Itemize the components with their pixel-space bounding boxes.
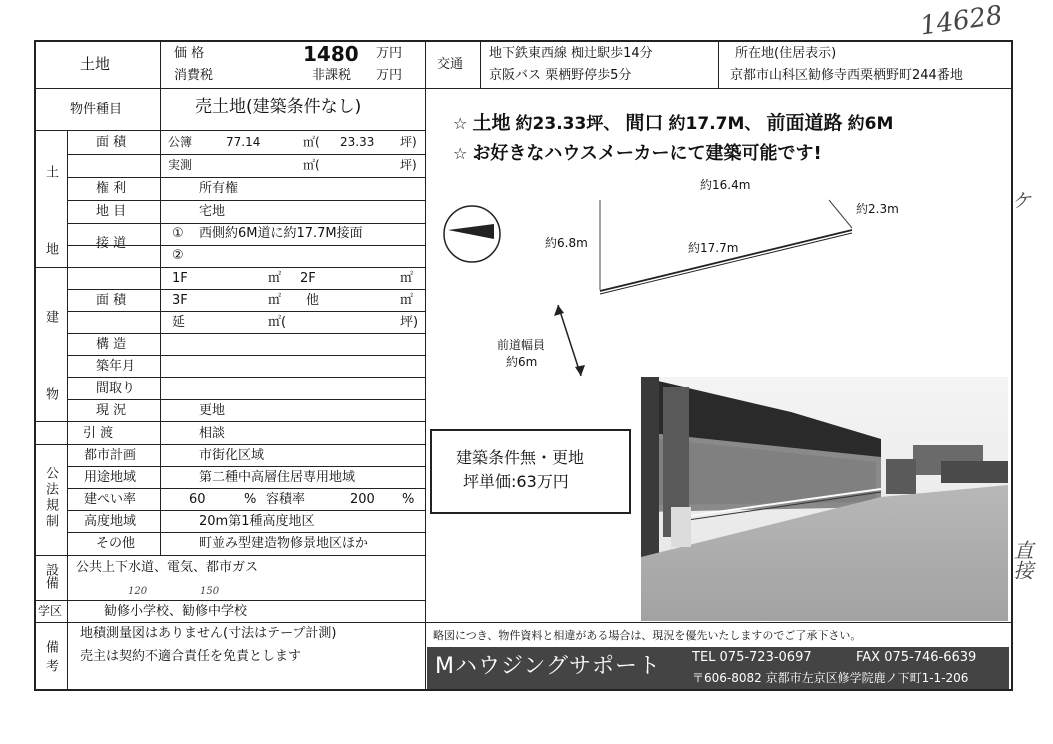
building-section-label: 建 物 xyxy=(43,310,58,431)
handwritten-number: 14628 xyxy=(918,0,1005,42)
price-label: 価 格 xyxy=(174,46,205,61)
rights-value: 所有権 xyxy=(199,181,239,196)
highlight-text: 土地 xyxy=(472,112,511,134)
regulations-section-label: 公法規制 xyxy=(43,466,58,530)
divider xyxy=(35,267,425,268)
other-regulation-label: その他 xyxy=(96,536,136,551)
divider xyxy=(67,289,425,290)
divider xyxy=(67,466,425,467)
registered-value: 77.14 xyxy=(226,135,261,149)
company-address: 〒606-8082 京都市左京区修学院鹿ノ下町1-1-206 xyxy=(692,671,969,685)
company-tel: TEL 075-723-0697 xyxy=(692,650,812,665)
m2-paren: ㎡( xyxy=(268,315,287,330)
highlight-text: 約23.33坪、 xyxy=(515,114,621,134)
highlight-text: 約6M xyxy=(847,114,894,134)
tax-unit: 万円 xyxy=(376,68,403,83)
total-floor-label: 延 xyxy=(172,315,186,330)
property-type-value: 売土地(建築条件なし) xyxy=(195,97,362,117)
building-area-label: 面 積 xyxy=(96,293,127,308)
dim-top: 約16.4m xyxy=(700,178,751,192)
coverage-percent: % xyxy=(244,492,257,507)
category-label: 土地 xyxy=(80,55,111,73)
dim-front: 約17.7m xyxy=(688,241,739,255)
north-arrow-icon xyxy=(448,224,494,239)
tsubo-value: 23.33 xyxy=(340,135,375,149)
delivery-value: 相談 xyxy=(199,426,226,441)
handwritten-mark: 直接 xyxy=(1010,540,1034,580)
layout-label: 間取り xyxy=(96,381,136,396)
city-plan-label: 都市計画 xyxy=(84,448,137,463)
m2-unit: ㎡ xyxy=(268,293,282,308)
tax-value: 非課税 xyxy=(312,68,352,83)
handwritten-small: 150 xyxy=(200,586,220,597)
highlight-line-1 xyxy=(453,108,893,135)
road-width-label: 前道幅員 xyxy=(497,338,546,352)
dim-left: 約6.8m xyxy=(545,236,588,250)
divider xyxy=(67,200,425,201)
company-fax: FAX 075-746-6639 xyxy=(856,650,977,665)
m2-unit: ㎡ xyxy=(268,271,282,286)
m2-unit: ㎡ xyxy=(400,293,414,308)
price-value: 1480 xyxy=(303,42,359,66)
divider xyxy=(160,89,161,555)
far-label: 容積率 xyxy=(266,492,306,507)
highlight-text: 前面道路 xyxy=(766,112,843,134)
height-district-label: 高度地域 xyxy=(84,514,137,529)
tsubo-close: 坪) xyxy=(400,315,419,330)
road-1-value: 西側約6M道に約17.7M接面 xyxy=(199,226,363,241)
divider xyxy=(718,41,719,89)
highlight-text: お好きなハウスメーカーにて建築可能です! xyxy=(472,143,822,164)
far-percent: % xyxy=(402,492,415,507)
school-label: 学区 xyxy=(38,604,63,618)
land-category-label: 地 目 xyxy=(96,204,127,219)
m2-unit: ㎡( xyxy=(303,135,320,149)
transport-label: 交通 xyxy=(437,57,464,72)
facilities-value: 公共上下水道、電気、都市ガス xyxy=(76,560,259,575)
road-1-no: ① xyxy=(172,226,184,241)
divider xyxy=(35,88,1012,89)
land-section-label: 土 地 xyxy=(43,165,58,286)
tsubo-unit: 坪) xyxy=(400,135,417,149)
measured-label: 実測 xyxy=(168,158,193,172)
road-width-line xyxy=(558,305,581,376)
road-access-label: 接 道 xyxy=(96,236,127,251)
divider xyxy=(67,333,425,334)
divider xyxy=(35,444,425,445)
star-icon: ☆ xyxy=(453,114,468,133)
remarks-line-1: 地積測量図はありません(寸法はテープ計測) xyxy=(80,626,337,641)
delivery-label: 引 渡 xyxy=(83,426,114,441)
lot-front-edge xyxy=(600,230,852,291)
divider xyxy=(67,177,425,178)
arrow-head xyxy=(575,365,585,376)
arrow-head xyxy=(554,305,564,316)
status-label: 現 況 xyxy=(96,403,127,418)
highlight-text: 約17.7M、 xyxy=(668,114,762,134)
coverage-value: 60 xyxy=(189,492,206,507)
divider xyxy=(67,488,425,489)
disclaimer-note: 略図につき、物件資料と相違がある場合は、現況を優先いたしますのでご了承下さい。 xyxy=(433,629,862,642)
handwritten-small: 120 xyxy=(128,586,148,597)
divider xyxy=(67,399,425,400)
floor-1-label: 1F xyxy=(172,271,188,286)
far-value: 200 xyxy=(350,492,375,507)
floor-3-label: 3F xyxy=(172,293,188,308)
star-icon: ☆ xyxy=(453,144,468,163)
measured-tsubo-unit: 坪) xyxy=(400,158,417,172)
rights-label: 権 利 xyxy=(96,181,127,196)
company-name: Mハウジングサポート xyxy=(435,654,661,679)
price-box-line-1: 建築条件無・更地 xyxy=(456,448,585,467)
m2-unit: ㎡ xyxy=(400,271,414,286)
remarks-line-2: 売主は契約不適合責任を免責とします xyxy=(80,649,302,664)
property-type-label: 物件種目 xyxy=(70,102,123,117)
price-unit: 万円 xyxy=(376,46,403,61)
city-plan-value: 市街化区域 xyxy=(199,448,265,463)
other-regulation-value: 町並み型建造物修景地区ほか xyxy=(199,536,369,551)
transport-line-2: 京阪バス 栗栖野停歩5分 xyxy=(489,68,632,83)
lot-east-edge xyxy=(829,200,852,228)
divider xyxy=(35,555,425,556)
divider xyxy=(35,421,425,422)
land-category-value: 宅地 xyxy=(199,204,226,219)
site-photo xyxy=(641,377,1008,621)
registered-label: 公簿 xyxy=(168,135,193,149)
divider xyxy=(67,510,425,511)
road-width-value: 約6m xyxy=(506,355,538,369)
tax-label: 消費税 xyxy=(174,68,214,83)
road-2-no: ② xyxy=(172,248,184,263)
divider xyxy=(67,223,425,224)
divider xyxy=(67,311,425,312)
divider xyxy=(35,130,425,131)
divider xyxy=(67,532,425,533)
facilities-label: 設備 xyxy=(43,563,58,589)
dim-right: 約2.3m xyxy=(856,202,899,216)
divider xyxy=(67,377,425,378)
handwritten-mark: ケ xyxy=(1008,190,1032,210)
remarks-label: 備考 xyxy=(43,640,58,678)
transport-line-1: 地下鉄東西線 椥辻駅歩14分 xyxy=(489,46,653,61)
built-date-label: 築年月 xyxy=(96,359,136,374)
land-area-label: 面 積 xyxy=(96,135,127,150)
measured-m2-unit: ㎡( xyxy=(303,158,320,172)
coverage-label: 建ぺい率 xyxy=(84,492,137,507)
school-value: 勧修小学校、勧修中学校 xyxy=(104,604,248,619)
status-value: 更地 xyxy=(199,403,226,418)
other-floor-label: 他 xyxy=(306,293,320,308)
location-label: 所在地(住居表示) xyxy=(735,46,837,61)
divider xyxy=(480,41,481,89)
divider xyxy=(160,41,161,89)
divider xyxy=(426,622,1012,623)
floor-2-label: 2F xyxy=(300,271,316,286)
divider xyxy=(67,130,68,691)
highlight-text: 間口 xyxy=(625,112,664,134)
location-value: 京都市山科区勧修寺西栗栖野町244番地 xyxy=(730,68,963,83)
zoning-label: 用途地域 xyxy=(84,470,137,485)
divider xyxy=(67,154,425,155)
price-box-line-2: 坪単価:63万円 xyxy=(463,472,569,491)
height-district-value: 20m第1種高度地区 xyxy=(199,514,315,529)
divider xyxy=(35,622,425,623)
zoning-value: 第二種中高層住居専用地域 xyxy=(199,470,356,485)
divider xyxy=(35,600,425,601)
divider xyxy=(67,355,425,356)
structure-label: 構 造 xyxy=(96,337,127,352)
